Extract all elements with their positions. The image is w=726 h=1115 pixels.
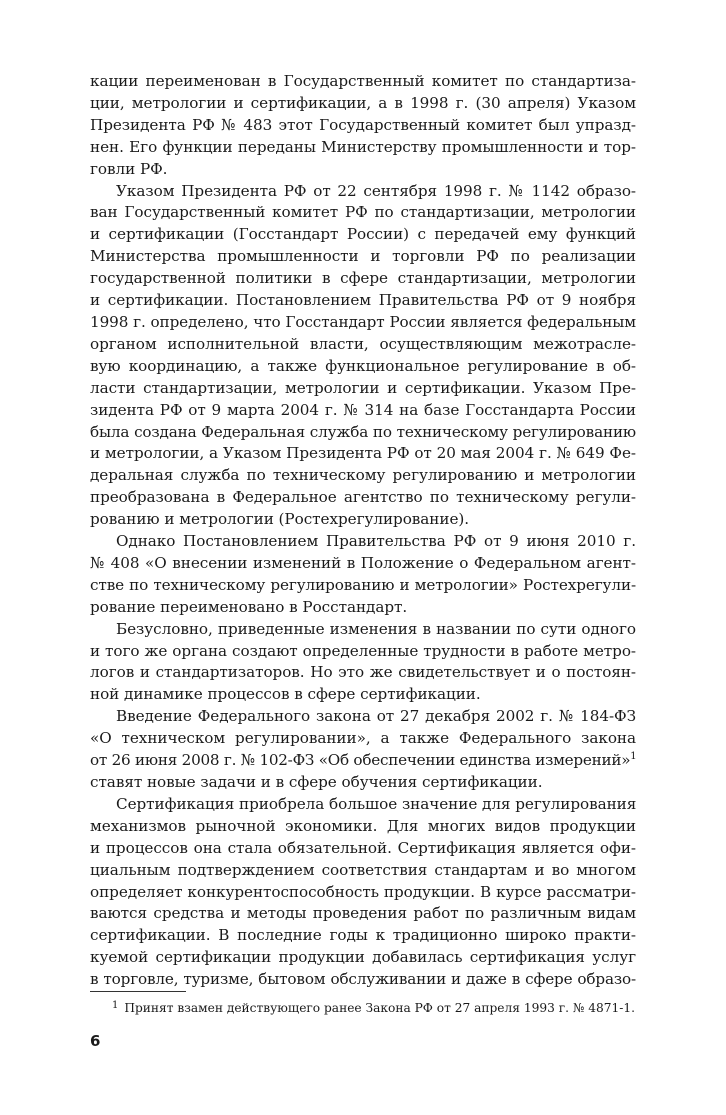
paragraph-1 [90,71,636,181]
text-line: рованию и метрологии (Ростехрегулирование). [90,510,470,529]
text-line: Министерства промышленности и торговли РФ по реализации [90,247,636,266]
text-line: сертификации. В последние годы к традиционно широко практи- [90,926,636,945]
text-line: Безусловно, приведенные изменения в названии по сути одного [116,619,636,638]
text-line: в торговле, туризме, бытовом обслуживании и даже в сфере образо- [90,970,636,989]
text-line: ной динамике процессов в сфере сертификации. [90,685,481,704]
footnote [112,998,642,1016]
page-body [90,71,636,991]
text-line: Сертификация приобрела большое значение для регулирования [116,794,637,813]
text-line: была создана Федеральная служба по техническому регулированию [90,422,636,441]
footnote-text: Принят взамен действующего ранее Закона РФ от 27 апреля 1993 г. № 4871-1. [124,1001,636,1015]
paragraph-3 [90,531,636,619]
text-line: Однако Постановлением Правительства РФ от 9 июня 2010 г. [116,532,636,551]
text-line: 1998 г. определено, что Госстандарт России является федеральным [90,312,636,331]
paragraph-6 [90,794,636,991]
text-line: нен. Его функции переданы Министерству промышленности и тор- [90,137,636,156]
text-line: Введение Федерального закона от 27 декабря 2002 г. № 184-ФЗ [116,707,636,726]
text-line: и метрологии, а Указом Президента РФ от 20 мая 2004 г. № 649 Фе- [90,444,636,463]
text-line: ван Государственный комитет РФ по стандартизации, метрологии [90,203,636,222]
text-line: кации переименован в Государственный комитет по стандартиза- [90,72,636,90]
text-line: государственной политики в сфере стандартизации, метрологии [90,269,636,288]
text-line: ции, метрологии и сертификации, а в 1998 г. (30 апреля) Указом [90,93,636,112]
text-line: «О техническом регулировании», а также Федерального закона [90,729,636,748]
paragraph-2 [90,181,636,532]
text-line: механизмов рыночной экономики. Для многих видов продукции [90,816,636,835]
text-line: от 26 июня 2008 г. № 102-ФЗ «Об обеспечении единства измерений» [90,751,631,770]
text-line: говли РФ. [90,159,168,178]
text-line: деральная служба по техническому регулированию и метрологии [90,466,636,485]
paragraph-4 [90,619,636,707]
text-line: и того же органа создают определенные трудности в работе метро- [90,641,636,660]
text-line: ставят новые задачи и в сфере обучения сертификации. [90,773,543,791]
text-line: Указом Президента РФ от 22 сентября 1998 г. № 1142 образо- [116,181,636,200]
text-line: Президента РФ № 483 этот Государственный комитет был упразд- [90,115,636,134]
text-line: и процессов она стала обязательной. Сертификация является офи- [90,838,636,857]
footnote-mark: 1 [112,1000,119,1011]
text-line: вую координацию, а также функциональное регулирование в об- [90,356,636,375]
text-line: органом исполнительной власти, осуществляющим межотрасле- [90,334,636,353]
text-line: определяет конкурентоспособность продукции. В курсе рассматри- [90,882,636,901]
page-number: 6 [90,1032,101,1050]
text-line: куемой сертификации продукции добавилась сертификация услуг [90,948,636,967]
text-line: и сертификации (Госстандарт России) с передачей ему функций [90,225,636,244]
text-line: циальным подтверждением соответствия стандартам и во многом [90,860,636,879]
text-line: рование переименовано в Росстандарт. [90,597,408,616]
text-line-with-footnote [90,750,636,772]
footnote-reference[interactable]: 1 [630,751,637,763]
text-line: и сертификации. Постановлением Правительства РФ от 9 ноября [90,291,636,310]
text-line: ваются средства и методы проведения работ по различным видам [90,904,636,923]
text-line: логов и стандартизаторов. Но это же свидетельствует и о постоян- [90,663,636,682]
text-line: зидента РФ от 9 марта 2004 г. № 314 на базе Госстандарта России [90,400,636,419]
text-line: преобразована в Федеральное агентство по техническому регули- [90,488,636,507]
text-line: № 408 «О внесении изменений в Положение о Федеральном агент- [90,553,636,572]
paragraph-5 [90,706,636,794]
text-line: стве по техническому регулированию и метрологии» Ростехрегули- [90,575,636,594]
footnote-divider [90,991,186,992]
text-line: ласти стандартизации, метрологии и сертификации. Указом Пре- [90,378,636,397]
